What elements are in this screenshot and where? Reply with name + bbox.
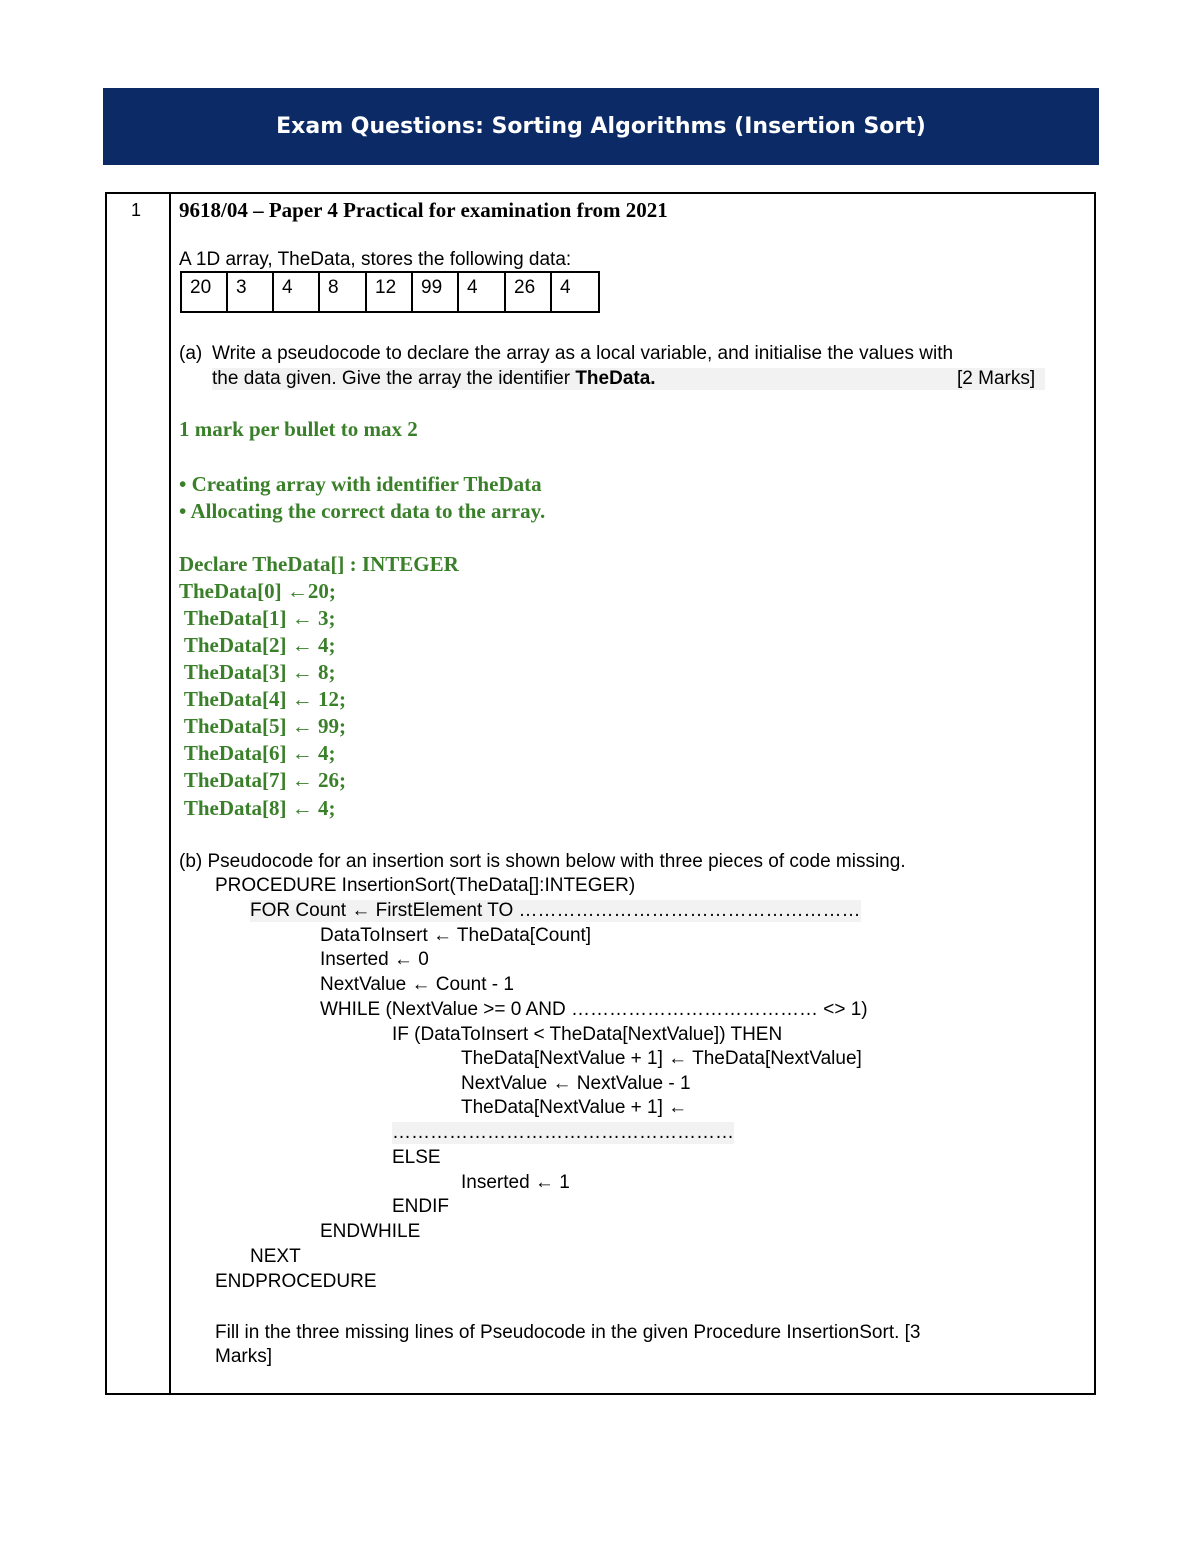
part-a-line2 xyxy=(212,368,1045,390)
pseudocode-line: NEXT xyxy=(250,1246,301,1267)
markscheme-bullet: • Creating array with identifier TheData xyxy=(179,472,542,496)
page-title: Exam Questions: Sorting Algorithms (Insertion Sort) xyxy=(276,114,926,139)
pseudocode-line: FOR Count ← FirstElement TO ……………………………………………… xyxy=(250,900,861,921)
array-identifier: TheData. xyxy=(575,368,656,389)
markscheme-code-line: TheData[6] ← 4; xyxy=(179,741,336,765)
question-body xyxy=(179,194,1094,1393)
part-a-line2-text: the data given. Give the array the identifier xyxy=(212,368,576,389)
pseudocode-line: WHILE (NextValue >= 0 AND ………………………………… <> 1) xyxy=(320,999,868,1020)
pseudocode-line: PROCEDURE InsertionSort(TheData[]:INTEGER) xyxy=(215,875,636,896)
markscheme-code-line: TheData[3] ← 8; xyxy=(179,660,336,684)
pseudocode-line: ENDPROCEDURE xyxy=(215,1271,377,1292)
paper-heading: 9618/04 – Paper 4 Practical for examination from 2021 xyxy=(179,198,668,222)
array-cell: 8 xyxy=(320,273,367,311)
markscheme-code-line: TheData[4] ← 12; xyxy=(179,687,347,711)
array-cell: 99 xyxy=(413,273,459,311)
array-intro: A 1D array, TheData, stores the following data: xyxy=(179,249,572,270)
part-b-task-marks: Marks] xyxy=(215,1346,272,1367)
pseudocode-line: IF (DataToInsert < TheData[NextValue]) THEN xyxy=(392,1024,783,1045)
pseudocode-line: ENDIF xyxy=(392,1196,449,1217)
markscheme-code-line: TheData[0] ←20; xyxy=(179,579,336,603)
markscheme-bullet: • Allocating the correct data to the array. xyxy=(179,499,546,523)
pseudocode-line: DataToInsert ← TheData[Count] xyxy=(320,925,592,946)
markscheme-code-line: TheData[8] ← 4; xyxy=(179,796,336,820)
part-a-line1: Write a pseudocode to declare the array as a local variable, and initialise the values with xyxy=(212,343,954,364)
page-title-banner xyxy=(103,88,1099,165)
part-a-label: (a) xyxy=(179,343,203,364)
pseudocode-line: Inserted ← 0 xyxy=(320,949,429,970)
array-cell: 12 xyxy=(367,273,413,311)
markscheme-code-line: TheData[2] ← 4; xyxy=(179,633,336,657)
array-cell: 20 xyxy=(182,273,228,311)
part-a-marks: [2 Marks] xyxy=(957,368,1036,389)
pseudocode-line: Inserted ← 1 xyxy=(461,1172,570,1193)
pseudocode-line: TheData[NextValue + 1] ← xyxy=(461,1097,688,1118)
array-cell: 26 xyxy=(506,273,552,311)
markscheme-heading: 1 mark per bullet to max 2 xyxy=(179,417,418,441)
array-cell: 4 xyxy=(274,273,320,311)
array-cell: 3 xyxy=(228,273,274,311)
markscheme-code-line: TheData[1] ← 3; xyxy=(179,606,336,630)
array-table xyxy=(180,271,600,313)
array-cell: 4 xyxy=(459,273,506,311)
part-b-intro: (b) Pseudocode for an insertion sort is shown below with three pieces of code missing. xyxy=(179,851,906,872)
pseudocode-line: ENDWHILE xyxy=(320,1221,421,1242)
part-b-task: Fill in the three missing lines of Pseudocode in the given Procedure InsertionSort. [3 xyxy=(215,1322,921,1343)
question-number-column xyxy=(107,194,171,1393)
pseudocode-line: TheData[NextValue + 1] ← TheData[NextValue] xyxy=(461,1048,862,1069)
question-table xyxy=(105,192,1096,1395)
markscheme-code-line: TheData[7] ← 26; xyxy=(179,768,347,792)
markscheme-code-line: Declare TheData[] : INTEGER xyxy=(179,552,459,576)
pseudocode-line: NextValue ← Count - 1 xyxy=(320,974,514,995)
pseudocode-line: NextValue ← NextValue - 1 xyxy=(461,1073,691,1094)
question-number: 1 xyxy=(131,200,142,220)
pseudocode-line: ……………………………………………… xyxy=(392,1122,734,1143)
pseudocode-line: ELSE xyxy=(392,1147,441,1168)
array-cell: 4 xyxy=(560,277,571,298)
markscheme-code-line: TheData[5] ← 99; xyxy=(179,714,347,738)
